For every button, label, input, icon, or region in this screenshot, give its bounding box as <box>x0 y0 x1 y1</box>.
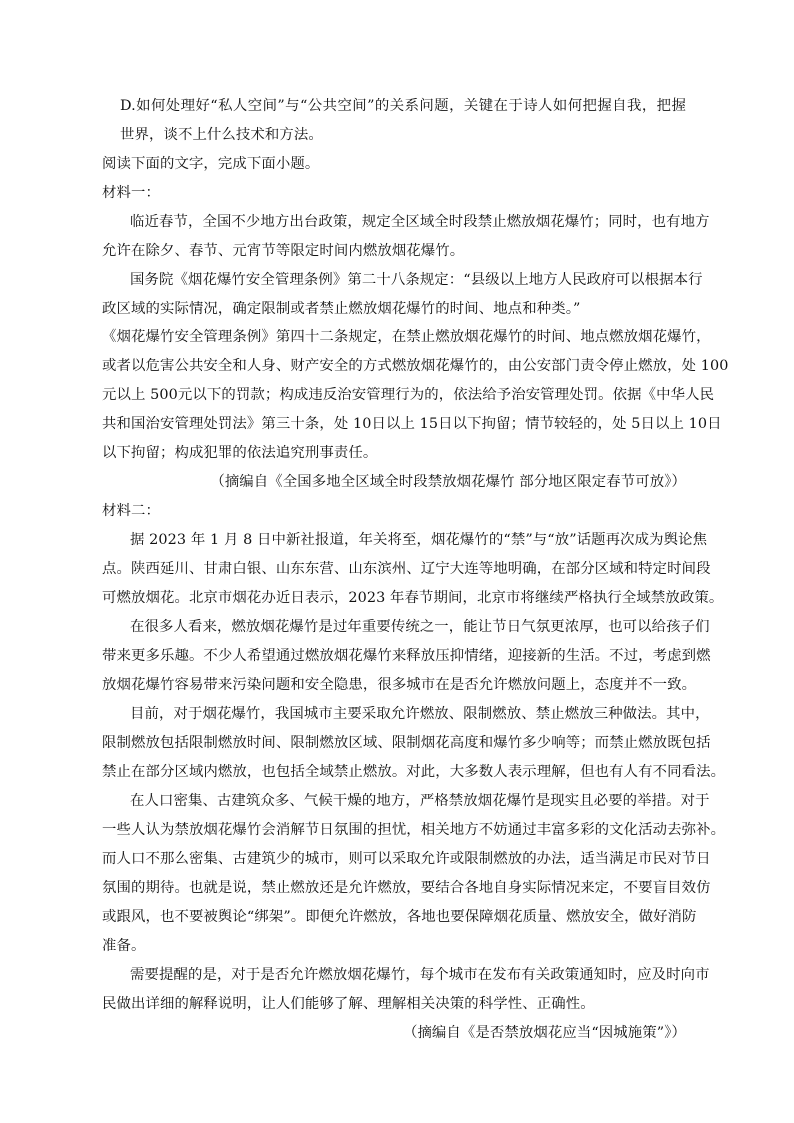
material-2-p5-line-2: 民做出详细的解释说明，让人们能够了解、理解相关决策的科学性、正确性。 <box>102 996 595 1012</box>
material-2-p3-line-2: 限制燃放包括限制燃放时间、限制燃放区域、限制烟花高度和爆竹多少响等；而禁止燃放既包括 <box>102 735 711 751</box>
material-2-p5-line-1: 需要提醒的是，对于是否允许燃放烟花爆竹，每个城市在发布有关政策通知时，应及时向市 <box>130 967 710 983</box>
material-2-p4-line-1: 在人口密集、古建筑众多、气候干燥的地方，严格禁放烟花爆竹是现实且必要的举措。对于 <box>130 793 710 809</box>
reading-instruction: 阅读下面的文字，完成下面小题。 <box>102 156 320 172</box>
material-1-p2-line-2: 政区域的实际情况，确定限制或者禁止燃放烟花爆竹的时间、地点和种类。” <box>102 301 581 317</box>
material-1-p2-line-5: 元以上 500元以下的罚款；构成违反治安管理行为的，依法给予治安管理处罚。依据《中华人民 <box>102 387 715 403</box>
material-2-p4-line-2: 一些人认为禁放烟花爆竹会消解节日氛围的担忧，相关地方不妨通过丰富多彩的文化活动去弥补。 <box>102 822 726 838</box>
material-1-p2-line-7: 以下拘留；构成犯罪的依法追究刑事责任。 <box>102 445 378 461</box>
material-2-p1-line-2: 点。陕西延川、甘肃白银、山东东营、山东滨州、辽宁大连等地明确，在部分区域和特定时间段 <box>102 561 711 577</box>
material-1-p2-line-4: 或者以危害公共安全和人身、财产安全的方式燃放烟花爆竹的，由公安部门责令停止燃放，处 100 <box>102 358 729 374</box>
material-1-p1-line-1: 临近春节，全国不少地方出台政策，规定全区域全时段禁止燃放烟花爆竹；同时，也有地方 <box>130 214 710 230</box>
material-2-p4-line-6: 准备。 <box>102 938 146 954</box>
material-2-p4-line-4: 氛围的期待。也就是说，禁止燃放还是允许燃放，要结合各地自身实际情况来定，不要盲目效仿 <box>102 880 711 896</box>
material-2-p2-line-3: 放烟花爆竹容易带来污染问题和安全隐患，很多城市在是否允许燃放问题上，态度并不一致。 <box>102 677 697 693</box>
material-2-p2-line-2: 带来更多乐趣。不少人希望通过燃放烟花爆竹来释放压抑情绪，迎接新的生活。不过，考虑到燃 <box>102 648 711 664</box>
material-2-p1-line-3: 可燃放烟花。北京市烟花办近日表示，2023 年春节期间，北京市将继续严格执行全域禁放政策。 <box>102 590 724 606</box>
material-2-heading: 材料二： <box>102 503 160 519</box>
option-d-line-1: D.如何处理好“私人空间”与“公共空间”的关系问题，关键在于诗人如何把握自我，把握 <box>120 98 686 114</box>
material-2-p1-line-1: 据 2023 年 1 月 8 日中新社报道，年关将至，烟花爆竹的“禁”与“放”话题再次成为舆论焦 <box>130 532 708 548</box>
material-1-p2-line-3: 《烟花爆竹安全管理条例》第四十二条规定，在禁止燃放烟花爆竹的时间、地点燃放烟花爆竹， <box>102 329 711 345</box>
option-d-line-2: 世界，谈不上什么技术和方法。 <box>120 127 323 143</box>
material-1-p1-line-2: 允许在除夕、春节、元宵节等限定时间内燃放烟花爆竹。 <box>102 243 465 259</box>
material-2-p2-line-1: 在很多人看来，燃放烟花爆竹是过年重要传统之一，能让节日气氛更浓厚，也可以给孩子们 <box>130 619 710 635</box>
material-2-p3-line-3: 禁止在部分区域内燃放，也包括全域禁止燃放。对此，大多数人表示理解，但也有人有不同看法。 <box>102 764 726 780</box>
material-1-p2-line-6: 共和国治安管理处罚法》第三十条，处 10日以上 15日以下拘留；情节较轻的，处 5日以上 10日 <box>102 416 722 432</box>
material-1-heading: 材料一： <box>102 185 160 201</box>
material-1-p2-line-1: 国务院《烟花爆竹安全管理条例》第二十八条规定：“县级以上地方人民政府可以根据本行 <box>130 272 703 288</box>
material-2-p4-line-3: 而人口不那么密集、古建筑少的城市，则可以采取允许或限制燃放的办法，适当满足市民对节日 <box>102 851 711 867</box>
material-2-source: （摘编自《是否禁放烟花应当“因城施策”》） <box>402 1025 686 1041</box>
material-2-p3-line-1: 目前，对于烟花爆竹，我国城市主要采取允许燃放、限制燃放、禁止燃放三种做法。其中， <box>130 706 710 722</box>
material-2-p4-line-5: 或跟风，也不要被舆论“绑架”。即便允许燃放，各地也要保障烟花质量、燃放安全，做好消防 <box>102 909 697 925</box>
material-1-source: （摘编自《全国多地全区域全时段禁放烟花爆竹 部分地区限定春节可放》） <box>210 474 686 490</box>
